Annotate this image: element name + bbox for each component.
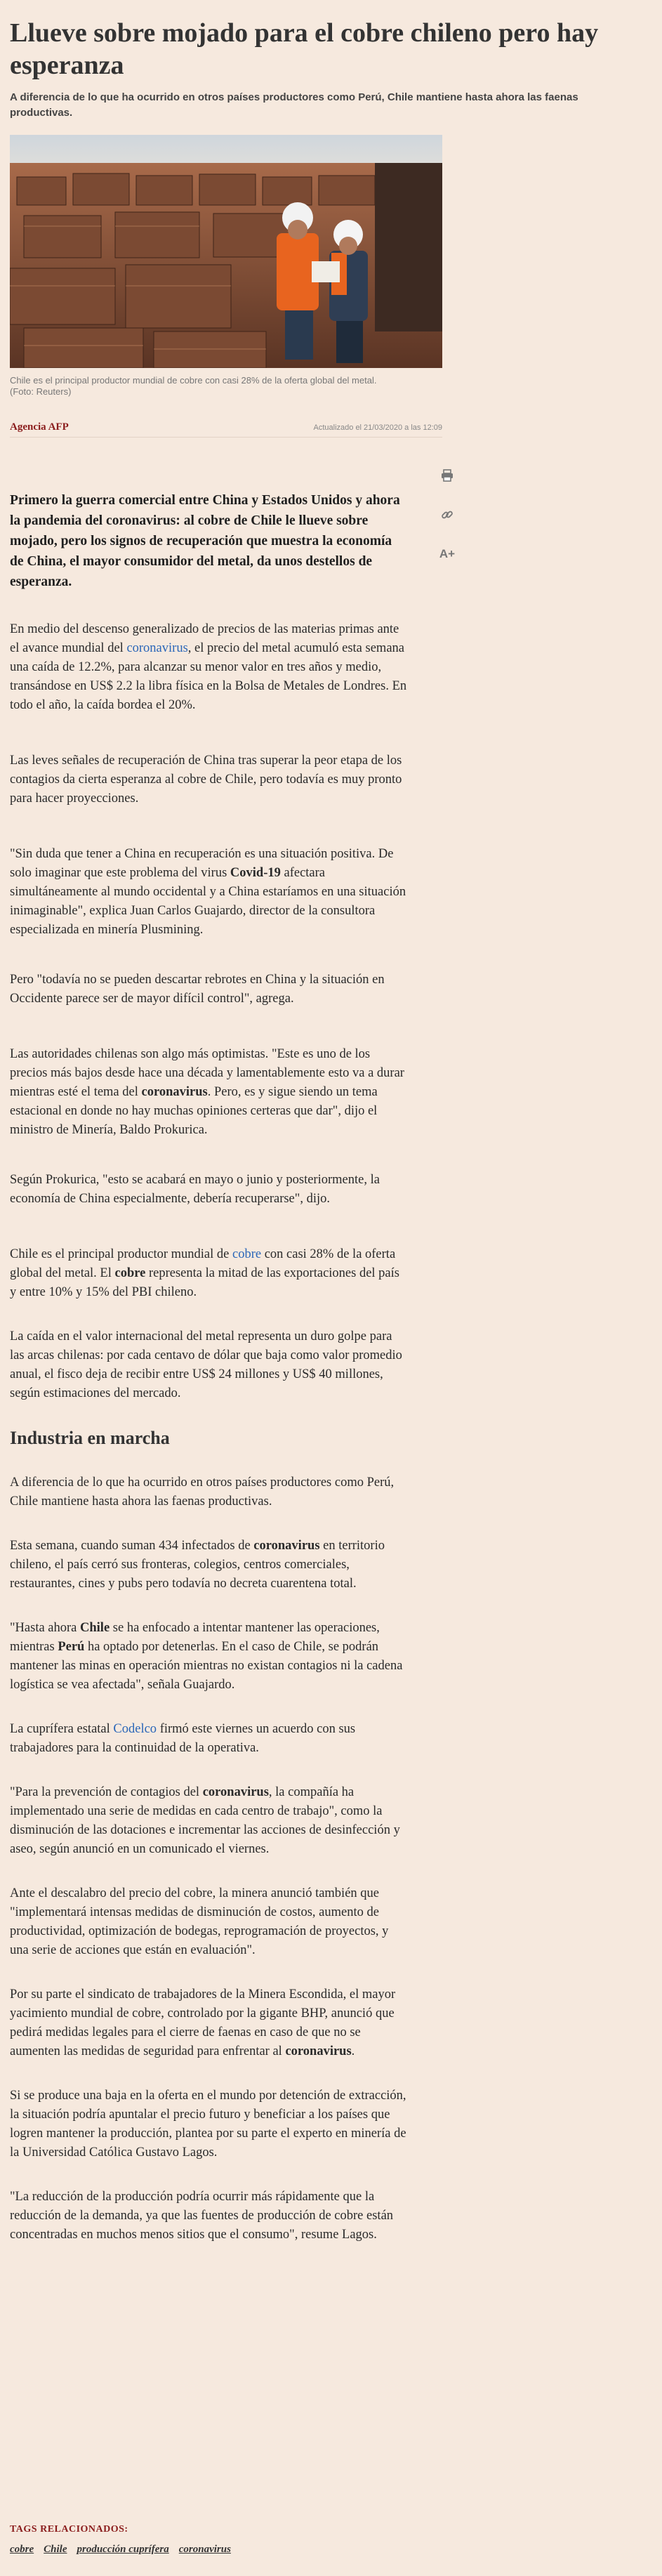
bold-keyword: coronavirus — [253, 1539, 320, 1553]
text-run: Industria en marcha — [10, 1428, 170, 1448]
print-icon — [441, 469, 454, 482]
article-paragraph — [10, 1720, 409, 1758]
headline: Llueve sobre mojado para el cobre chileno pero hay esperanza — [10, 18, 599, 80]
tag-link[interactable]: cobre — [10, 2544, 34, 2555]
article-tools — [435, 464, 466, 581]
subheadline: A diferencia de lo que ha ocurrido en otros países productores como Perú, Chile mantiene hasta ahora las faenas productivas. — [10, 91, 578, 119]
updated-timestamp: Actualizado el 21/03/2020 a las 12:09 — [313, 423, 442, 432]
tag-link[interactable]: coronavirus — [178, 2544, 231, 2555]
caption-credit: (Foto: Reuters) — [10, 386, 72, 397]
text-run: "La reducción de la producción podría ocurrir más rápidamente que la reducción de la demanda, ya que las fuentes de producción de cobre están concentradas en muchos menos sitios que el consumo", resume Lagos. — [10, 2190, 394, 2242]
inline-link[interactable]: Codelco — [113, 1722, 157, 1736]
section-heading — [10, 1427, 409, 1450]
caption-text: Chile es el principal productor mundial de cobre con casi 28% de la oferta global del metal. — [10, 375, 377, 386]
copper-cathodes-image — [10, 135, 442, 368]
article-paragraph — [10, 1045, 409, 1140]
link-icon — [441, 508, 454, 521]
article-paragraph — [10, 1985, 409, 2061]
article-photo[interactable] — [10, 135, 442, 368]
tags-list — [10, 2544, 231, 2556]
byline-row — [10, 421, 442, 438]
text-run: Las autoridades chilenas son algo más optimistas. "Este es uno de los precios más bajos desde hace una década y lamentablemente esto va a durar mientras esté el tema del — [10, 1047, 404, 1099]
text-run: Esta semana, cuando suman 434 infectados de — [10, 1539, 254, 1553]
text-run: Primero la guerra comercial entre China y Estados Unidos y ahora la pandemia del coronavirus: al cobre de Chile le llueve sobre mojado, pero los signos de recuperación que muestra la economía de China, el mayor consumidor del metal, da unos destellos de esperanza. — [10, 493, 400, 589]
text-run: se ha enfocado a intentar mantener las operaciones, mientras — [10, 1621, 380, 1654]
text-run: con casi 28% de la oferta global del metal. El — [10, 1247, 396, 1280]
article-paragraph — [10, 2087, 409, 2162]
tag-link[interactable]: producción cuprífera — [77, 2544, 169, 2555]
article-body — [10, 466, 409, 2245]
article-paragraph — [10, 1245, 409, 1302]
text-run: representa la mitad de las exportaciones del país y entre 10% y 15% del PBI chileno. — [10, 1266, 399, 1299]
tag-link[interactable]: Chile — [44, 2544, 67, 2555]
article-paragraph — [10, 620, 409, 715]
bold-keyword: Perú — [58, 1640, 85, 1654]
text-run: ha optado por detenerlas. En el caso de Chile, se podrán mantener las minas en operación mientras no existan contagios ni la cadena logística se vea afectada", señala Guajardo. — [10, 1640, 403, 1692]
text-run: en territorio chileno, el país cerró sus fronteras, colegios, centros comerciales, restaurantes, cines y pubs pero todavía no decreta cuarentena total. — [10, 1539, 385, 1591]
print-button[interactable] — [435, 464, 459, 487]
font-size-button[interactable] — [435, 542, 459, 566]
tags-heading: TAGS RELACIONADOS: — [10, 2524, 128, 2535]
text-run: Pero "todavía no se pueden descartar rebrotes en China y la situación en Occidente parece ser de mayor difícil control", agrega. — [10, 973, 385, 1006]
text-run: . Pero, es y sigue siendo un tema estacional en donde no hay muchas opiniones certeras que dar", dijo el ministro de Minería, Baldo Prokurica. — [10, 1085, 378, 1137]
text-run: "Hasta ahora — [10, 1621, 81, 1635]
article-paragraph — [10, 1537, 409, 1593]
text-run: Ante el descalabro del precio del cobre, la minera anunció también que "implementará intensas medidas de disminución de costos, aumento de productividad, optimización de bodegas, reprogramación de proyectos, y una serie de acciones que están en evaluación". — [10, 1886, 389, 1957]
font-size-icon: A+ — [439, 547, 456, 560]
text-run: "Sin duda que tener a China en recuperación es una situación positiva. De solo imaginar que este problema del virus — [10, 847, 394, 880]
bold-keyword: cobre — [114, 1266, 146, 1280]
article-paragraph — [10, 845, 409, 940]
article-paragraph — [10, 971, 409, 1008]
text-run: Las leves señales de recuperación de China tras superar la peor etapa de los contagios da cierta esperanza al cobre de Chile, pero todavía es muy pronto para hacer proyecciones. — [10, 754, 402, 806]
text-run: La caída en el valor internacional del metal representa un duro golpe para las arcas chilenas: por cada centavo de dólar que baja como valor promedio anual, el fisco deja de recibir entre US$ 24 millones y US$ 40 millones, según estimaciones del mercado. — [10, 1329, 402, 1400]
article-paragraph — [10, 1783, 409, 1859]
inline-link[interactable]: cobre — [232, 1247, 262, 1261]
copy-link-button[interactable] — [435, 503, 459, 527]
bold-keyword: Chile — [80, 1621, 110, 1635]
bold-keyword: Covid-19 — [230, 866, 281, 880]
author-link[interactable]: Agencia AFP — [10, 421, 69, 433]
bold-keyword: coronavirus — [202, 1785, 269, 1799]
text-run: La cuprífera estatal — [10, 1722, 114, 1736]
text-run: , el precio del metal acumuló esta semana una caída de 12.2%, para alcanzar su menor valor en tres años y medio, transándose en US$ 2.2 la libra física en la Bolsa de Metales de Londres. En todo el año, la caída bordea el 20%. — [10, 641, 407, 712]
text-run: firmó este viernes un acuerdo con sus trabajadores para la continuidad de la operativa. — [10, 1722, 356, 1755]
text-run: Por su parte el sindicato de trabajadores de la Minera Escondida, el mayor yacimiento mundial de cobre, controlado por la gigante BHP, anunció que pedirá medidas legales para el cierre de faenas en caso de que no se aumenten las medidas de seguridad para enfrentar al — [10, 1987, 396, 2058]
article-paragraph — [10, 1884, 409, 1960]
image-caption — [10, 375, 442, 397]
article-paragraph — [10, 751, 409, 808]
article-paragraph — [10, 1619, 409, 1695]
bold-keyword: coronavirus — [285, 2044, 352, 2058]
text-run: En medio del descenso generalizado de precios de las materias primas ante el avance mundial del — [10, 622, 399, 655]
text-run: Si se produce una baja en la oferta en el mundo por detención de extracción, la situación podría apuntalar el precio futuro y beneficiar a los países que logren mantener la producción, plantea por su parte el experto en minería de la Universidad Católica Gustavo Lagos. — [10, 2089, 406, 2160]
lead-paragraph — [10, 490, 409, 592]
article-paragraph — [10, 1473, 409, 1511]
text-run: Según Prokurica, "esto se acabará en mayo o junio y posteriormente, la economía de China especialmente, debería recuperarse", dijo. — [10, 1173, 380, 1206]
text-run: , la compañía ha implementado una serie de medidas en cada centro de trabajo", como la disminución de las dotaciones e incrementar las acciones de desinfección y aseo, según anunció en un comunicado el viernes. — [10, 1785, 400, 1856]
article-paragraph — [10, 1327, 409, 1403]
text-run: A diferencia de lo que ha ocurrido en otros países productores como Perú, Chile mantiene hasta ahora las faenas productivas. — [10, 1476, 395, 1509]
text-run: "Para la prevención de contagios del — [10, 1785, 203, 1799]
bold-keyword: coronavirus — [141, 1085, 208, 1099]
article-paragraph — [10, 1171, 409, 1209]
text-run: Chile es el principal productor mundial de — [10, 1247, 232, 1261]
text-run: afectara simultáneamente al mundo occidental y a China estaríamos en una situación inimaginable", explica Juan Carlos Guajardo, director de la consultora especializada en minería Plusmining. — [10, 866, 406, 937]
inline-link[interactable]: coronavirus — [126, 641, 188, 655]
text-run: . — [351, 2044, 355, 2058]
article-paragraph — [10, 2188, 409, 2245]
